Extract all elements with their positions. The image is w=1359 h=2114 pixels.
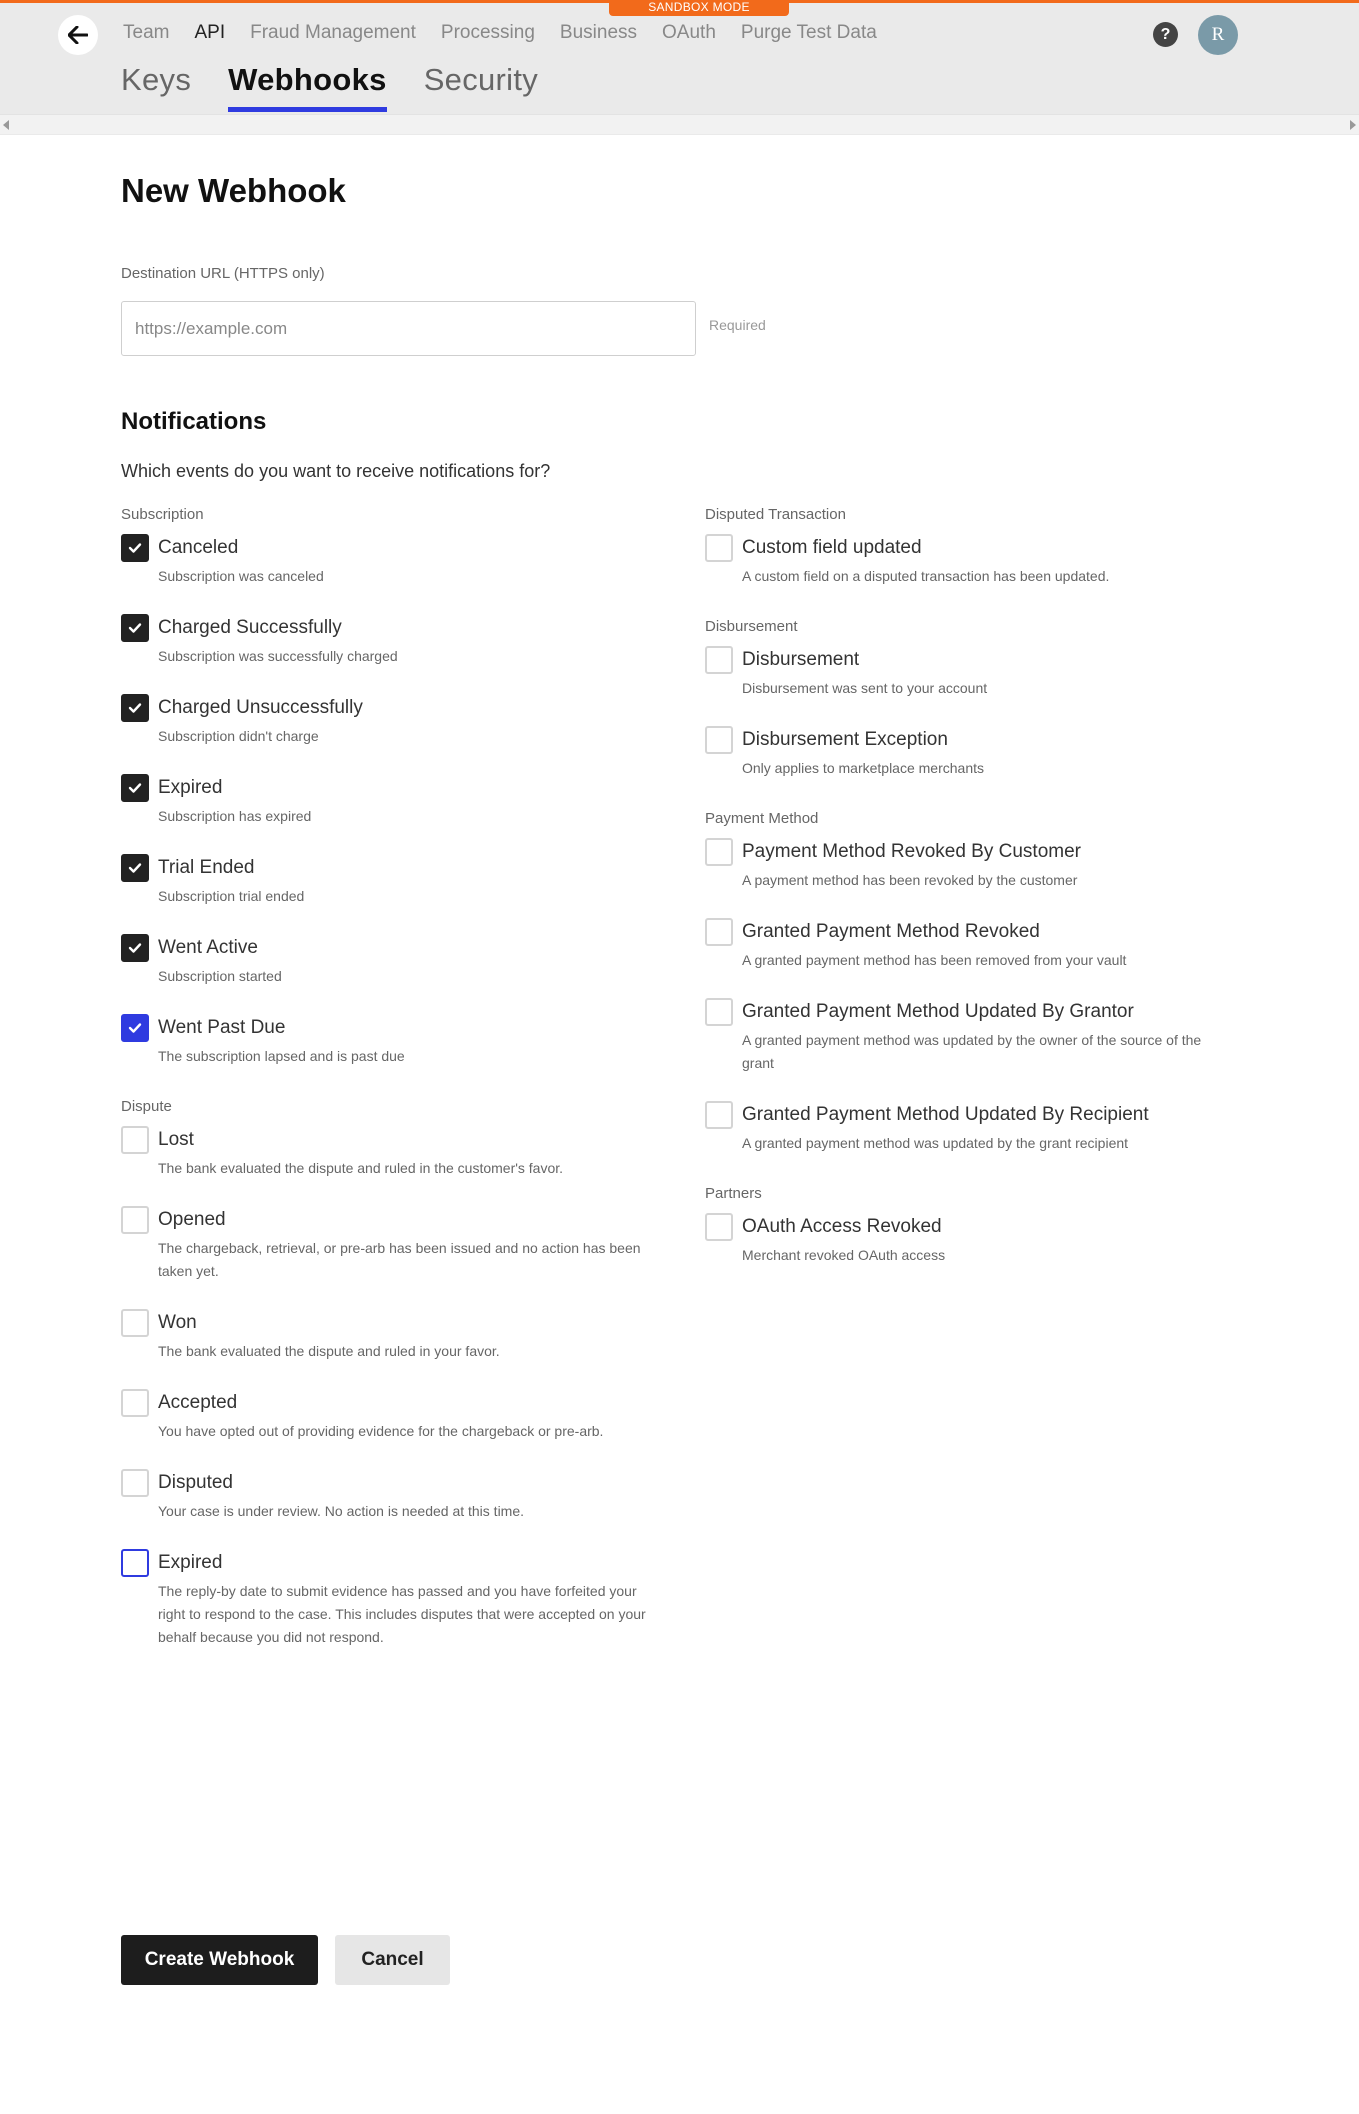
event-title[interactable]: Went Past Due — [158, 1017, 286, 1038]
group-label-payment-method: Payment Method — [705, 810, 819, 827]
check-icon — [128, 701, 142, 715]
horizontal-scrollbar[interactable] — [0, 114, 1359, 134]
checkbox[interactable] — [121, 694, 149, 722]
event-description: Merchant revoked OAuth access — [742, 1247, 946, 1263]
checkbox[interactable] — [705, 1101, 733, 1129]
nav-processing[interactable]: Processing — [440, 22, 535, 43]
event-disbursement-disbursement — [705, 646, 1225, 700]
check-icon — [128, 861, 142, 875]
event-description: A payment method has been revoked by the customer — [742, 872, 1078, 888]
checkbox[interactable] — [705, 838, 733, 866]
checkbox[interactable] — [705, 918, 733, 946]
event-description: Disbursement was sent to your account — [742, 680, 988, 696]
checkbox[interactable] — [705, 1213, 733, 1241]
event-title[interactable]: Went Active — [158, 937, 258, 958]
event-title[interactable]: Opened — [158, 1209, 226, 1230]
event-dispute-disputed — [121, 1469, 661, 1523]
nav-api[interactable]: API — [194, 22, 226, 43]
checkbox[interactable] — [121, 1309, 149, 1337]
checkbox[interactable] — [121, 534, 149, 562]
event-title[interactable]: Granted Payment Method Updated By Recipient — [742, 1104, 1149, 1125]
event-description: The chargeback, retrieval, or pre-arb has been issued and no action has been taken yet. — [158, 1240, 641, 1279]
checkbox[interactable] — [121, 614, 149, 642]
event-payment-method-payment-method-revoked-by-customer — [705, 838, 1225, 892]
notifications-question: Which events do you want to receive notifications for? — [121, 461, 551, 481]
sandbox-mode-badge: SANDBOX MODE — [609, 0, 789, 16]
page-title: New Webhook — [121, 172, 346, 209]
nav-team[interactable]: Team — [123, 22, 170, 43]
nav-purge-test-data[interactable]: Purge Test Data — [740, 22, 877, 43]
event-title[interactable]: Won — [158, 1312, 197, 1333]
checkbox[interactable] — [705, 998, 733, 1026]
checkbox[interactable] — [705, 646, 733, 674]
group-label-disbursement: Disbursement — [705, 618, 798, 635]
event-title[interactable]: Charged Unsuccessfully — [158, 697, 363, 718]
event-description: The reply-by date to submit evidence has passed and you have forfeited your right to respond to the case. This includes disputes that were accepted on your behalf because you did not respond. — [158, 1583, 646, 1645]
event-title[interactable]: OAuth Access Revoked — [742, 1216, 942, 1237]
group-label-subscription: Subscription — [121, 506, 204, 523]
event-description: Subscription started — [158, 968, 282, 984]
event-title[interactable]: Granted Payment Method Updated By Grantor — [742, 1001, 1134, 1022]
event-description: Subscription has expired — [158, 808, 312, 824]
checkbox[interactable] — [121, 774, 149, 802]
checkbox[interactable] — [121, 854, 149, 882]
event-payment-method-granted-payment-method-revoked — [705, 918, 1225, 972]
event-description: A granted payment method was updated by the grant recipient — [742, 1135, 1129, 1151]
event-subscription-trial-ended — [121, 854, 661, 908]
event-title[interactable]: Expired — [158, 777, 223, 798]
nav-business[interactable]: Business — [559, 22, 638, 43]
event-title[interactable]: Canceled — [158, 537, 239, 558]
checkbox[interactable] — [121, 1206, 149, 1234]
event-description: The subscription lapsed and is past due — [158, 1048, 405, 1064]
group-label-partners: Partners — [705, 1185, 762, 1202]
checkbox[interactable] — [121, 934, 149, 962]
event-title[interactable]: Granted Payment Method Revoked — [742, 921, 1040, 942]
event-title[interactable]: Lost — [158, 1129, 194, 1150]
group-label-dispute: Dispute — [121, 1098, 172, 1115]
nav-oauth[interactable]: OAuth — [662, 22, 716, 43]
event-description: Subscription trial ended — [158, 888, 305, 904]
top-bar — [0, 0, 1359, 135]
event-description: A granted payment method was updated by the owner of the source of the grant — [742, 1032, 1202, 1071]
event-description: Subscription was successfully charged — [158, 648, 398, 664]
event-description: The bank evaluated the dispute and ruled in your favor. — [158, 1343, 500, 1359]
check-icon — [128, 941, 142, 955]
group-label-disputed-transaction: Disputed Transaction — [705, 506, 846, 523]
event-disputed-transaction-custom-field-updated — [705, 534, 1225, 588]
events-column-left — [121, 506, 661, 1675]
event-subscription-charged-unsuccessfully — [121, 694, 661, 748]
event-subscription-went-active — [121, 934, 661, 988]
event-dispute-expired — [121, 1549, 661, 1649]
event-dispute-opened — [121, 1206, 661, 1283]
checkbox[interactable] — [705, 726, 733, 754]
notifications-title: Notifications — [121, 408, 267, 435]
checkbox[interactable] — [121, 1126, 149, 1154]
arrow-left-icon — [68, 26, 88, 44]
scroll-left-arrow-icon[interactable] — [3, 120, 9, 130]
cancel-button[interactable]: Cancel — [335, 1935, 450, 1985]
event-title[interactable]: Disputed — [158, 1472, 233, 1493]
event-payment-method-granted-payment-method-updated-by-recipient — [705, 1101, 1225, 1155]
checkbox[interactable] — [705, 534, 733, 562]
event-title[interactable]: Payment Method Revoked By Customer — [742, 841, 1081, 862]
event-subscription-went-past-due — [121, 1014, 661, 1068]
event-disbursement-disbursement-exception — [705, 726, 1225, 780]
event-description: You have opted out of providing evidence for the chargeback or pre-arb. — [158, 1423, 604, 1439]
event-title[interactable]: Disbursement Exception — [742, 729, 948, 750]
create-webhook-button[interactable]: Create Webhook — [121, 1935, 318, 1985]
event-title[interactable]: Custom field updated — [742, 537, 922, 558]
event-description: Subscription was canceled — [158, 568, 324, 584]
destination-url-input[interactable] — [121, 301, 696, 356]
required-note: Required — [709, 317, 766, 333]
event-title[interactable]: Expired — [158, 1552, 223, 1573]
tab-keys[interactable]: Keys — [121, 62, 192, 97]
checkbox[interactable] — [121, 1014, 149, 1042]
scroll-right-arrow-icon[interactable] — [1350, 120, 1356, 130]
event-description: The bank evaluated the dispute and ruled in the customer's favor. — [158, 1160, 564, 1176]
checkbox[interactable] — [121, 1549, 149, 1577]
check-icon — [128, 541, 142, 555]
check-icon — [128, 1021, 142, 1035]
top-nav — [123, 22, 902, 48]
event-dispute-lost — [121, 1126, 661, 1180]
avatar[interactable]: R — [1198, 15, 1238, 55]
sub-tabs — [121, 62, 575, 114]
event-partners-oauth-access-revoked — [705, 1213, 1225, 1267]
help-icon[interactable]: ? — [1153, 22, 1178, 47]
event-title[interactable]: Trial Ended — [158, 857, 255, 878]
nav-fraud-management[interactable]: Fraud Management — [250, 22, 416, 43]
tab-security[interactable]: Security — [423, 62, 539, 97]
back-button[interactable] — [58, 15, 98, 55]
events-column-right — [705, 506, 1225, 1293]
check-icon — [128, 781, 142, 795]
event-subscription-charged-successfully — [121, 614, 661, 668]
event-subscription-canceled — [121, 534, 661, 588]
event-title[interactable]: Accepted — [158, 1392, 238, 1413]
event-dispute-won — [121, 1309, 661, 1363]
event-description: Only applies to marketplace merchants — [742, 760, 984, 776]
tab-webhooks[interactable]: Webhooks — [228, 62, 387, 114]
event-title[interactable]: Disbursement — [742, 649, 860, 670]
event-payment-method-granted-payment-method-updated-by-grantor — [705, 998, 1225, 1075]
destination-url-label: Destination URL (HTTPS only) — [121, 265, 325, 282]
event-description: Subscription didn't charge — [158, 728, 319, 744]
event-description: A granted payment method has been removed from your vault — [742, 952, 1127, 968]
checkbox[interactable] — [121, 1389, 149, 1417]
check-icon — [128, 621, 142, 635]
event-dispute-accepted — [121, 1389, 661, 1443]
checkbox[interactable] — [121, 1469, 149, 1497]
event-description: Your case is under review. No action is needed at this time. — [158, 1503, 525, 1519]
event-description: A custom field on a disputed transaction has been updated. — [742, 568, 1110, 584]
event-title[interactable]: Charged Successfully — [158, 617, 342, 638]
event-subscription-expired — [121, 774, 661, 828]
